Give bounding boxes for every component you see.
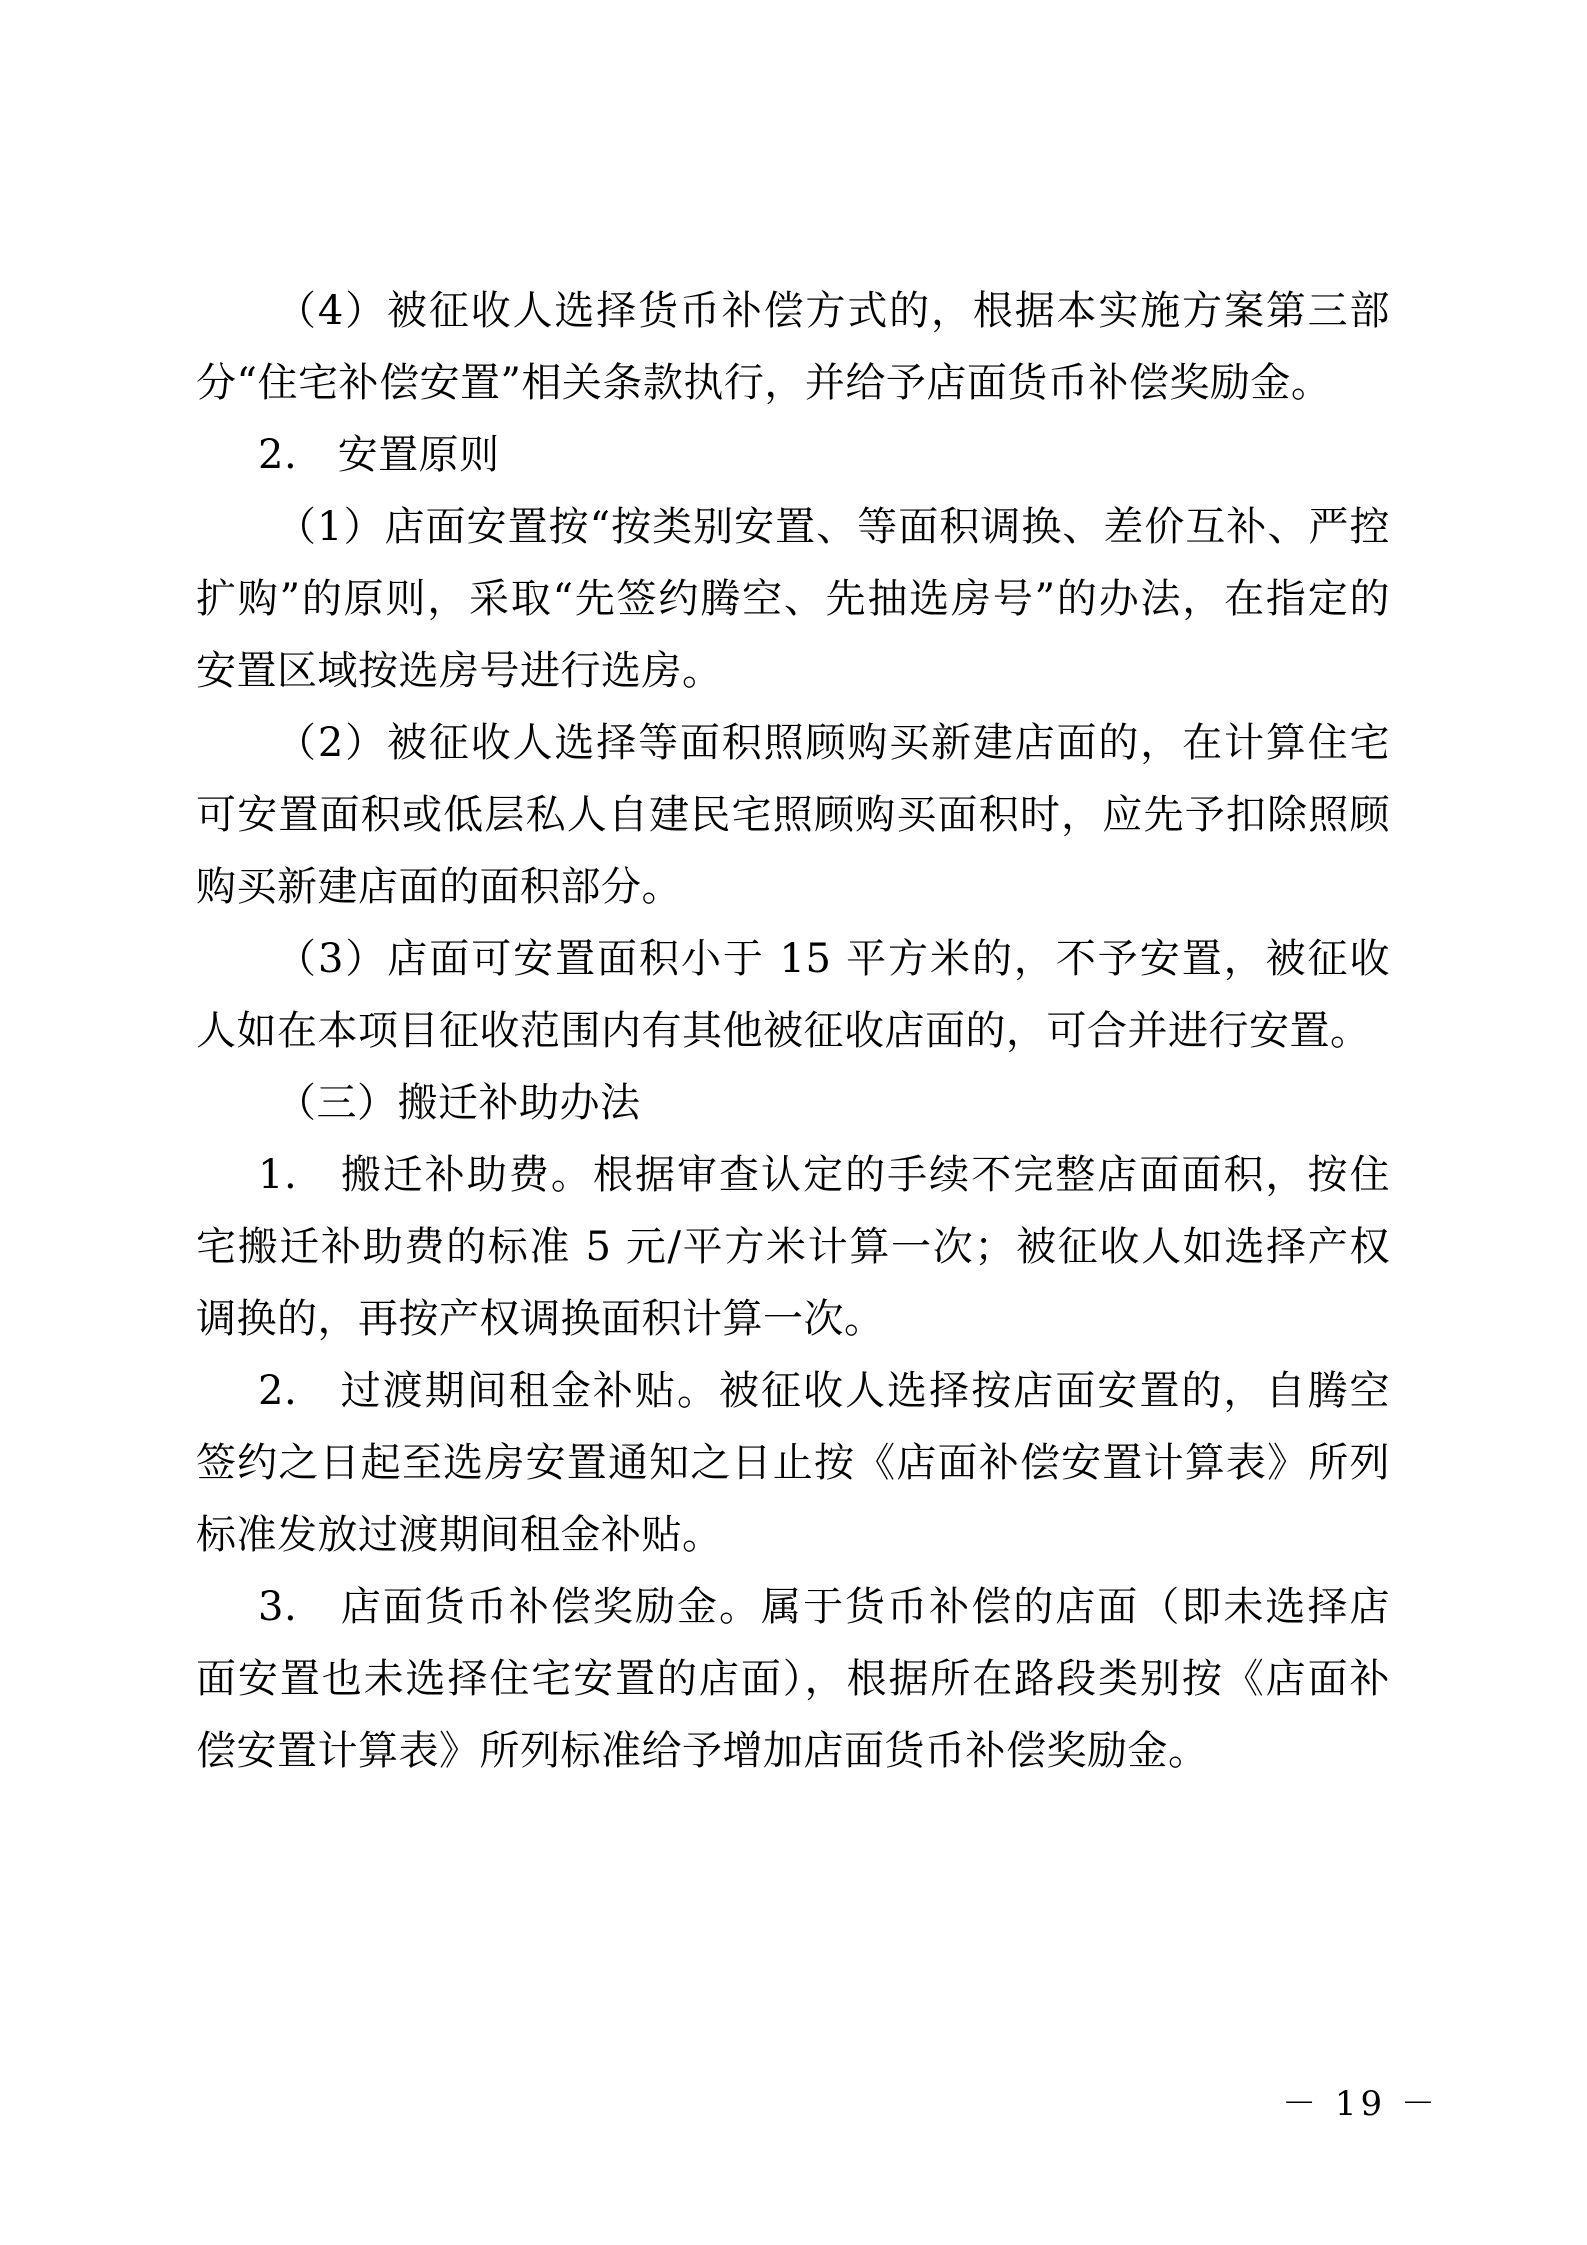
paragraph-minimum-area: （3）店面可安置面积小于 15 平方米的，不予安置，被征收人如在本项目征收范围内有其他被征收店面的，可合并进行安置。 xyxy=(196,936,1390,1054)
paragraph-currency-compensation: （4）被征收人选择货币补偿方式的，根据本实施方案第三部分“住宅补偿安置”相关条款执行，并给予店面货币补偿奖励金。 xyxy=(196,288,1390,406)
paragraph-resettlement-principle-1: （1）店面安置按“按类别安置、等面积调换、差价互补、严控扩购”的原则，采取“先签约腾空、先抽选房号”的办法，在指定的安置区域按选房号进行选房。 xyxy=(196,504,1390,694)
paragraph-relocation-subsidy: 1. 搬迁补助费。根据审查认定的手续不完整店面面积，按住宅搬迁补助费的标准 5 元/平方米计算一次；被征收人如选择产权调换的，再按产权调换面积计算一次。 xyxy=(196,1152,1390,1342)
paragraph-transition-rent-subsidy: 2. 过渡期间租金补贴。被征收人选择按店面安置的，自腾空签约之日起至选房安置通知之日止按《店面补偿安置计算表》所列标准发放过渡期间租金补贴。 xyxy=(196,1368,1390,1558)
page-number: － 19 － xyxy=(1282,2084,1439,2124)
paragraph-resettlement-principle-heading: 2. 安置原则 xyxy=(258,432,500,478)
document-body xyxy=(196,275,1390,1787)
paragraph-section-three-heading: （三）搬迁补助办法 xyxy=(276,1080,641,1126)
paragraph-currency-compensation-bonus: 3. 店面货币补偿奖励金。属于货币补偿的店面（即未选择店面安置也未选择住宅安置的店面），根据所在路段类别按《店面补偿安置计算表》所列标准给予增加店面货币补偿奖励金。 xyxy=(196,1584,1390,1774)
paragraph-equal-area-purchase: （2）被征收人选择等面积照顾购买新建店面的，在计算住宅可安置面积或低层私人自建民宅照顾购买面积时，应先予扣除照顾购买新建店面的面积部分。 xyxy=(196,720,1390,910)
